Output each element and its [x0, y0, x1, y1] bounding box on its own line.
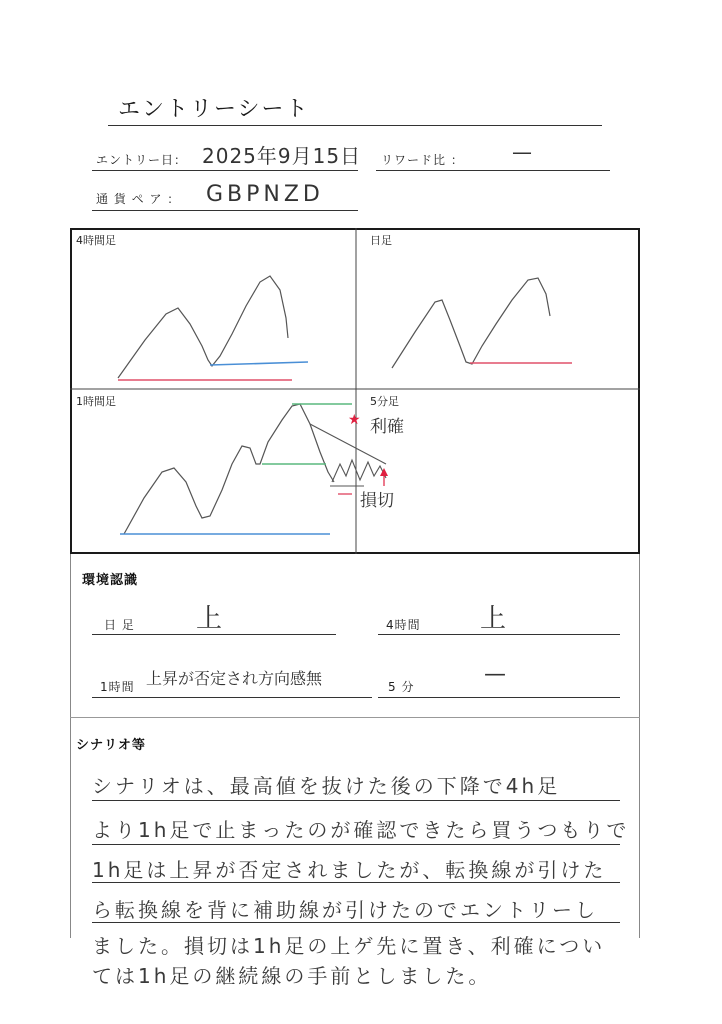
pair-underline [92, 210, 358, 211]
environment-heading: 環境認識 [82, 573, 139, 588]
h1-price-sketch [124, 404, 334, 534]
env-daily-underline [92, 634, 336, 635]
env-daily-label: 日 足 [104, 618, 135, 632]
env-h4-label: 4時間 [386, 618, 421, 632]
sheet-title: エントリーシート [118, 97, 310, 122]
scenario-rule-3 [92, 882, 620, 883]
scenario-line-3: 1h足は上昇が否定されましたが、転換線が引けた [92, 858, 607, 882]
env-h1-underline [92, 697, 372, 698]
panel-title-d1: 日足 [370, 234, 392, 247]
h4-blue-line [210, 362, 308, 365]
stop-loss-note: 損切 [360, 491, 394, 511]
scenario-rule-1 [92, 800, 620, 801]
env-h4-value: 上 [480, 604, 507, 634]
take-profit-note: 利確 [370, 417, 404, 437]
take-profit-star: ★ [348, 412, 361, 428]
panel-title-h1: 1時間足 [76, 395, 116, 408]
d1-price-sketch [392, 278, 550, 368]
chart-sketches [70, 228, 640, 554]
env-daily-value: 上 [196, 604, 223, 634]
section-separator [70, 717, 640, 718]
scenario-heading: シナリオ等 [76, 738, 146, 753]
panel-title-h4: 4時間足 [76, 234, 116, 247]
env-h1-label: 1時間 [100, 680, 135, 694]
panel-title-m5: 5分足 [370, 395, 399, 408]
scenario-line-2: より1h足で止まったのが確認できたら買うつもりで [92, 818, 630, 842]
pair-label: 通 貨 ペ ア ： [96, 192, 181, 206]
scenario-line-5: ました。損切は1h足の上ゲ先に置き、利確につい [92, 934, 606, 958]
env-h4-underline [378, 634, 620, 635]
scenario-line-6: ては1h足の継続線の手前としました。 [92, 964, 492, 988]
reward-underline [376, 170, 610, 171]
pair-value: GBPNZD [206, 182, 324, 207]
env-m5-value: — [484, 662, 506, 687]
entry-date-label: エントリー日： [96, 153, 188, 167]
env-m5-label: 5 分 [388, 680, 415, 694]
m5-price-sketch [332, 460, 386, 482]
scenario-line-4: ら転換線を背に補助線が引けたのでエントリーし [92, 898, 598, 922]
reward-value: — [512, 140, 532, 164]
scenario-rule-2 [92, 844, 620, 845]
env-h1-value: 上昇が否定され方向感無 [146, 669, 323, 688]
title-underline [108, 125, 602, 126]
entry-date-value: 2025年9月15日 [202, 144, 362, 168]
env-m5-underline [378, 697, 620, 698]
scenario-rule-4 [92, 922, 620, 923]
reward-label: リワード比 ： [381, 153, 464, 167]
entry-date-underline [92, 170, 358, 171]
scenario-line-1: シナリオは、最高値を抜けた後の下降で4h足 [92, 774, 561, 798]
